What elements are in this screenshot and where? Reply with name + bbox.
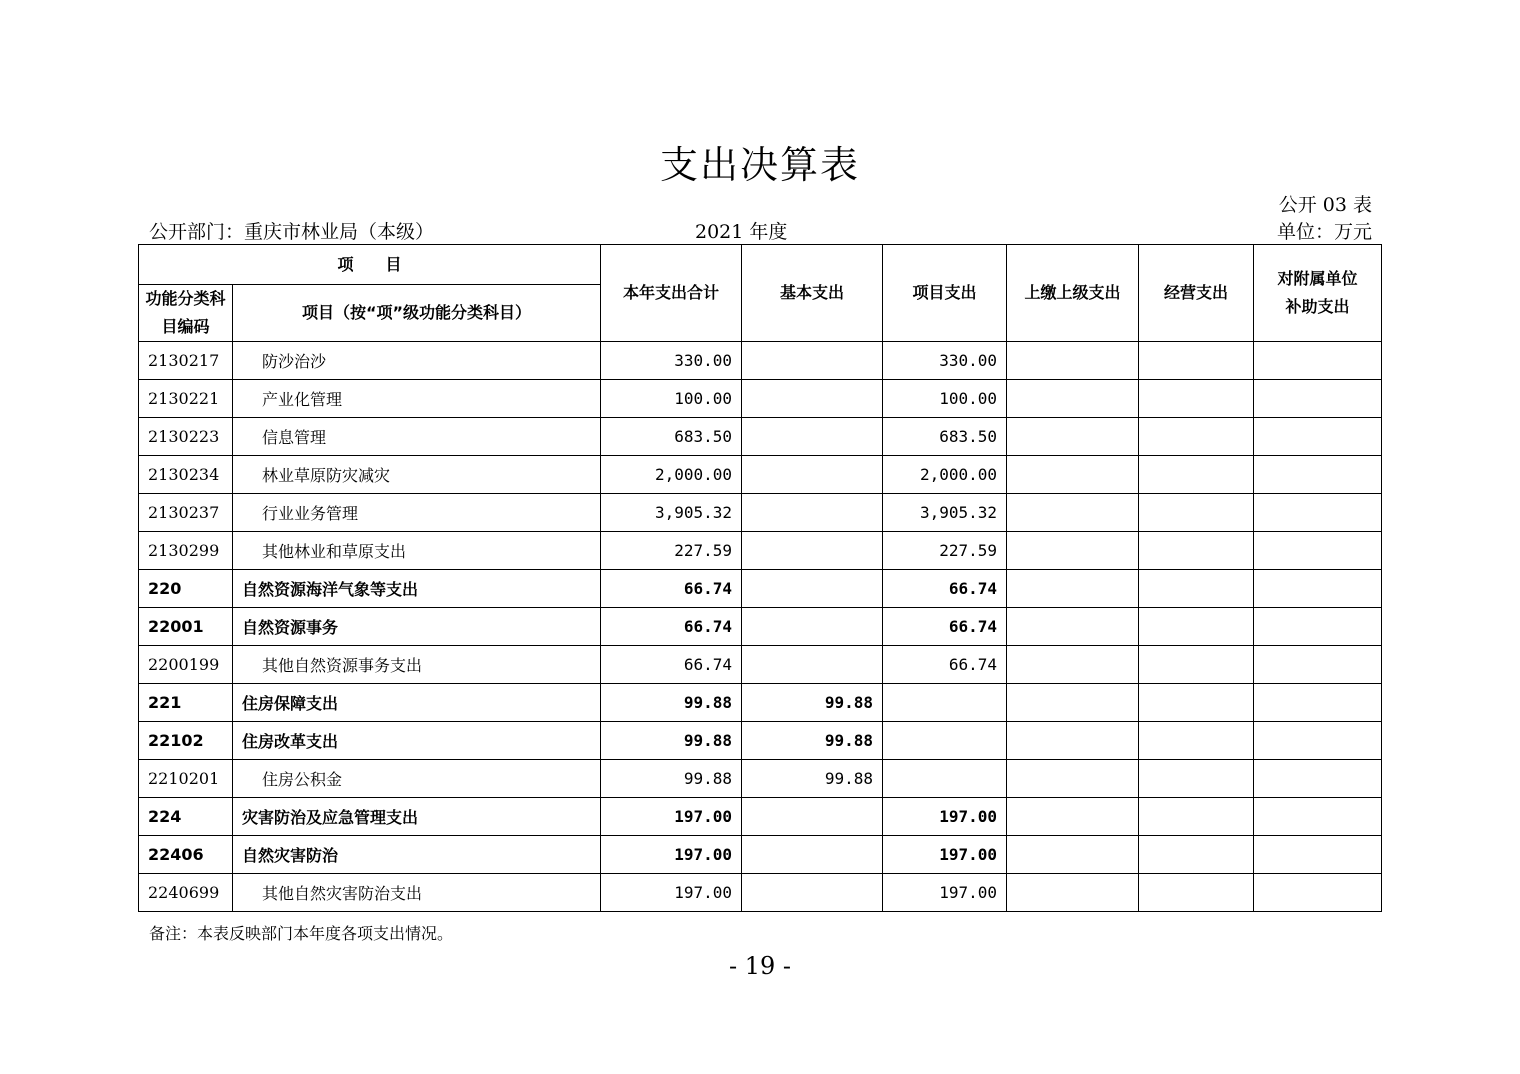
cell-name — [233, 532, 601, 570]
cell-name — [233, 570, 601, 608]
cell-subsidy — [1254, 342, 1382, 380]
cell-basic — [742, 532, 883, 570]
cell-code: 2130237 — [139, 494, 233, 532]
cell-total: 197.00 — [601, 836, 742, 874]
cell-business — [1139, 494, 1254, 532]
header-code: 功能分类科目编码 — [139, 285, 233, 342]
table-row — [139, 760, 1382, 798]
row-name: 林业草原防灾减灾 — [262, 466, 391, 485]
header-upper: 上缴上级支出 — [1007, 245, 1139, 342]
cell-total: 99.88 — [601, 684, 742, 722]
cell-business — [1139, 836, 1254, 874]
cell-code: 22001 — [139, 608, 233, 646]
row-name: 防沙治沙 — [262, 352, 327, 371]
cell-business — [1139, 684, 1254, 722]
cell-basic — [742, 418, 883, 456]
cell-subsidy — [1254, 380, 1382, 418]
cell-upper — [1007, 532, 1139, 570]
cell-subsidy — [1254, 798, 1382, 836]
cell-basic — [742, 608, 883, 646]
cell-project: 100.00 — [883, 380, 1007, 418]
cell-upper — [1007, 760, 1139, 798]
cell-code: 2210201 — [139, 760, 233, 798]
cell-project — [883, 722, 1007, 760]
row-name: 产业化管理 — [262, 390, 343, 409]
row-name: 其他林业和草原支出 — [262, 542, 407, 561]
cell-upper — [1007, 494, 1139, 532]
cell-total: 99.88 — [601, 722, 742, 760]
cell-upper — [1007, 874, 1139, 912]
cell-upper — [1007, 646, 1139, 684]
cell-business — [1139, 456, 1254, 494]
cell-business — [1139, 722, 1254, 760]
cell-code: 2130217 — [139, 342, 233, 380]
cell-basic: 99.88 — [742, 722, 883, 760]
cell-upper — [1007, 456, 1139, 494]
table-row — [139, 532, 1382, 570]
cell-total: 197.00 — [601, 798, 742, 836]
cell-name — [233, 418, 601, 456]
cell-upper — [1007, 722, 1139, 760]
table-row — [139, 418, 1382, 456]
cell-total: 66.74 — [601, 570, 742, 608]
unit-label: 单位：万元 — [1276, 221, 1372, 243]
cell-business — [1139, 608, 1254, 646]
cell-total: 99.88 — [601, 760, 742, 798]
header-name: 项目（按“项”级功能分类科目） — [233, 285, 601, 342]
cell-business — [1139, 532, 1254, 570]
cell-project: 197.00 — [883, 836, 1007, 874]
cell-total: 683.50 — [601, 418, 742, 456]
cell-business — [1139, 418, 1254, 456]
cell-total: 2,000.00 — [601, 456, 742, 494]
cell-business — [1139, 760, 1254, 798]
meta-row — [149, 217, 1372, 243]
cell-subsidy — [1254, 646, 1382, 684]
cell-basic: 99.88 — [742, 760, 883, 798]
cell-project: 330.00 — [883, 342, 1007, 380]
cell-business — [1139, 570, 1254, 608]
cell-basic — [742, 798, 883, 836]
cell-project: 2,000.00 — [883, 456, 1007, 494]
cell-business — [1139, 342, 1254, 380]
cell-total: 100.00 — [601, 380, 742, 418]
header-business: 经营支出 — [1139, 245, 1254, 342]
row-name: 其他自然灾害防治支出 — [262, 884, 423, 903]
cell-code: 22406 — [139, 836, 233, 874]
cell-name — [233, 342, 601, 380]
cell-project: 683.50 — [883, 418, 1007, 456]
page-title: 支出决算表 — [659, 143, 860, 187]
cell-project: 197.00 — [883, 874, 1007, 912]
row-name: 住房改革支出 — [242, 732, 339, 751]
fiscal-year: 2021 年度 — [695, 221, 788, 243]
cell-subsidy — [1254, 722, 1382, 760]
cell-upper — [1007, 798, 1139, 836]
cell-total: 66.74 — [601, 646, 742, 684]
cell-code: 220 — [139, 570, 233, 608]
cell-upper — [1007, 684, 1139, 722]
cell-name — [233, 608, 601, 646]
cell-subsidy — [1254, 760, 1382, 798]
cell-code: 224 — [139, 798, 233, 836]
cell-code: 2130234 — [139, 456, 233, 494]
cell-basic — [742, 646, 883, 684]
table-row — [139, 494, 1382, 532]
header-total: 本年支出合计 — [601, 245, 742, 342]
cell-total: 330.00 — [601, 342, 742, 380]
row-name: 信息管理 — [262, 428, 327, 447]
cell-code: 2200199 — [139, 646, 233, 684]
cell-project: 66.74 — [883, 570, 1007, 608]
cell-basic: 99.88 — [742, 684, 883, 722]
cell-name — [233, 798, 601, 836]
table-row — [139, 646, 1382, 684]
expenditure-table — [138, 244, 1382, 912]
cell-total: 3,905.32 — [601, 494, 742, 532]
cell-upper — [1007, 380, 1139, 418]
row-name: 自然资源海洋气象等支出 — [242, 580, 419, 599]
header-project-group: 项 目 — [139, 245, 601, 285]
cell-name — [233, 684, 601, 722]
page-number: - 19 - — [728, 952, 791, 980]
cell-upper — [1007, 342, 1139, 380]
cell-project: 3,905.32 — [883, 494, 1007, 532]
cell-basic — [742, 342, 883, 380]
cell-total: 227.59 — [601, 532, 742, 570]
row-name: 其他自然资源事务支出 — [262, 656, 423, 675]
cell-business — [1139, 646, 1254, 684]
cell-subsidy — [1254, 874, 1382, 912]
row-name: 行业业务管理 — [262, 504, 359, 523]
table-row — [139, 608, 1382, 646]
cell-code: 2130299 — [139, 532, 233, 570]
cell-name — [233, 874, 601, 912]
cell-code: 2130223 — [139, 418, 233, 456]
cell-total: 197.00 — [601, 874, 742, 912]
cell-subsidy — [1254, 836, 1382, 874]
department-label: 公开部门：重庆市林业局（本级） — [149, 221, 435, 243]
cell-basic — [742, 456, 883, 494]
cell-subsidy — [1254, 684, 1382, 722]
header-project: 项目支出 — [883, 245, 1007, 342]
cell-name — [233, 722, 601, 760]
row-name: 自然资源事务 — [242, 618, 339, 637]
cell-subsidy — [1254, 494, 1382, 532]
cell-project: 66.74 — [883, 608, 1007, 646]
footnote: 备注：本表反映部门本年度各项支出情况。 — [149, 924, 454, 943]
cell-subsidy — [1254, 608, 1382, 646]
cell-code: 221 — [139, 684, 233, 722]
cell-business — [1139, 380, 1254, 418]
cell-upper — [1007, 836, 1139, 874]
table-row — [139, 798, 1382, 836]
cell-business — [1139, 874, 1254, 912]
cell-name — [233, 760, 601, 798]
cell-code: 2240699 — [139, 874, 233, 912]
cell-name — [233, 836, 601, 874]
cell-project — [883, 760, 1007, 798]
row-name: 自然灾害防治 — [242, 846, 339, 865]
table-row — [139, 684, 1382, 722]
header-basic: 基本支出 — [742, 245, 883, 342]
cell-business — [1139, 798, 1254, 836]
cell-project — [883, 684, 1007, 722]
cell-basic — [742, 874, 883, 912]
cell-name — [233, 456, 601, 494]
table-row — [139, 570, 1382, 608]
cell-project: 197.00 — [883, 798, 1007, 836]
cell-basic — [742, 380, 883, 418]
table-row — [139, 836, 1382, 874]
cell-basic — [742, 836, 883, 874]
cell-subsidy — [1254, 456, 1382, 494]
row-name: 住房保障支出 — [242, 694, 339, 713]
row-name: 灾害防治及应急管理支出 — [242, 808, 419, 827]
cell-basic — [742, 570, 883, 608]
cell-upper — [1007, 570, 1139, 608]
table-row — [139, 722, 1382, 760]
cell-code: 2130221 — [139, 380, 233, 418]
cell-subsidy — [1254, 418, 1382, 456]
form-number: 公开 03 表 — [1278, 194, 1372, 216]
table-row — [139, 380, 1382, 418]
cell-name — [233, 494, 601, 532]
cell-upper — [1007, 418, 1139, 456]
cell-upper — [1007, 608, 1139, 646]
table-row — [139, 342, 1382, 380]
cell-project: 227.59 — [883, 532, 1007, 570]
cell-name — [233, 646, 601, 684]
cell-name — [233, 380, 601, 418]
row-name: 住房公积金 — [262, 770, 343, 789]
cell-project: 66.74 — [883, 646, 1007, 684]
table-row — [139, 874, 1382, 912]
cell-subsidy — [1254, 532, 1382, 570]
header-subsidy: 对附属单位补助支出 — [1254, 245, 1382, 342]
cell-subsidy — [1254, 570, 1382, 608]
cell-code: 22102 — [139, 722, 233, 760]
cell-basic — [742, 494, 883, 532]
table-row — [139, 456, 1382, 494]
cell-total: 66.74 — [601, 608, 742, 646]
